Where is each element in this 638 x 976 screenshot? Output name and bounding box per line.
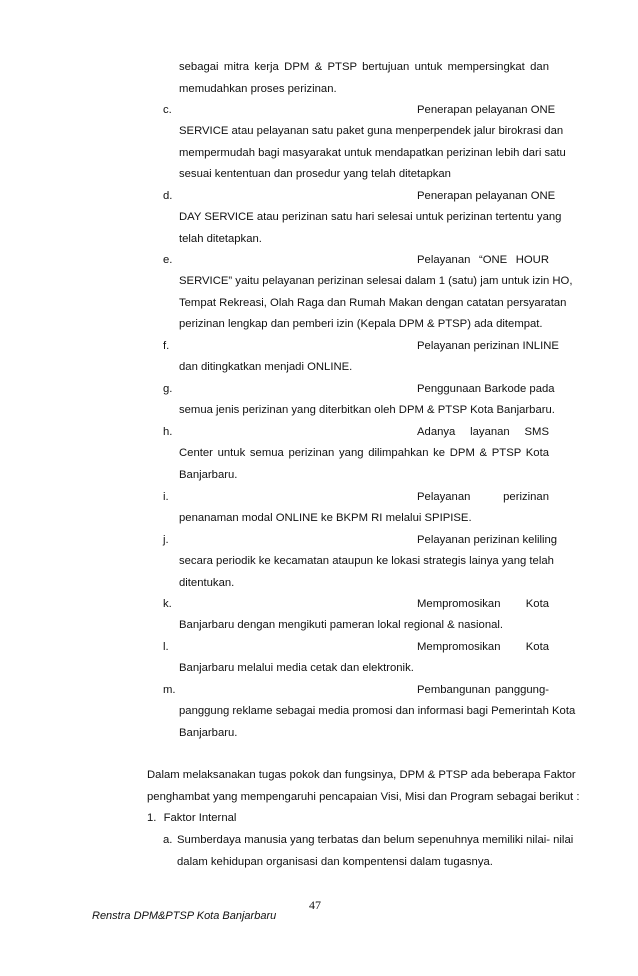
list-item-l: [163, 636, 549, 680]
item-text: [179, 400, 555, 422]
text-line: Banjarbaru dengan mengikuti pameran lokal regional & nasional.: [179, 619, 504, 631]
item-marker: g.: [163, 383, 173, 395]
item-text: [179, 121, 566, 186]
text-line: dan ditingkatkan menjadi ONLINE.: [179, 361, 353, 373]
item-lead: Pelayanan “ONE HOUR: [417, 254, 549, 266]
item-marker: e.: [163, 254, 173, 266]
text-line: Banjarbaru.: [179, 726, 238, 739]
text-line: mempermudah bagi masyarakat untuk mendapatkan perizinan lebih dari satu: [179, 146, 566, 159]
item-marker: l.: [163, 641, 169, 653]
list-item-m: [163, 679, 576, 744]
text-line: secara periodik ke kecamatan ataupun ke lokasi strategis lainya yang telah: [179, 555, 554, 567]
text-line: SERVICE atau pelayanan satu paket guna menperpendek jalur birokrasi dan: [179, 125, 564, 137]
text-line: memudahkan proses perizinan.: [179, 82, 337, 95]
text-line: sebagai mitra kerja DPM & PTSP bertujuan untuk mempersingkat dan: [179, 61, 549, 73]
factor-title: Faktor Internal: [163, 812, 237, 824]
item-text: [179, 207, 562, 250]
item-text: [179, 357, 549, 379]
item-text: [179, 551, 554, 594]
text-line: Dalam melaksanakan tugas pokok dan fungsinya, DPM & PTSP ada beberapa Faktor: [147, 769, 576, 781]
text-line: DAY SERVICE atau perizinan satu hari selesai untuk perizinan tertentu yang: [179, 211, 562, 223]
text-line: sesuai kententuan dan prosedur yang telah ditetapkan: [179, 168, 451, 180]
text-line: ditentukan.: [179, 576, 235, 589]
text-line: Tempat Rekreasi, Olah Raga dan Rumah Makan dengan catatan persyaratan: [179, 296, 567, 309]
page-number: 47: [309, 898, 321, 912]
item-text: [179, 57, 549, 100]
item-marker: i.: [163, 491, 169, 503]
item-lead: Pembangunan panggung-: [417, 684, 549, 696]
item-lead: Mempromosikan Kota: [417, 641, 549, 653]
list-item-c: [163, 99, 566, 186]
item-lead: Adanya layanan SMS: [417, 426, 549, 438]
item-text: [179, 271, 573, 336]
list-item-f: [163, 335, 559, 379]
item-text: [179, 701, 576, 744]
item-marker: c.: [163, 104, 172, 116]
item-text: [179, 615, 549, 637]
list-item-j: [163, 529, 558, 594]
item-lead: Pelayanan perizinan INLINE: [417, 340, 559, 352]
text-line: Sumberdaya manusia yang terbatas dan belum sepenuhnya memiliki nilai- nilai: [177, 834, 574, 846]
item-text: [179, 443, 549, 486]
list-item-d: [163, 185, 562, 250]
text-line: penghambat yang mempengaruhi pencapaian Visi, Misi dan Program sebagai berikut :: [147, 791, 580, 803]
factor-heading: [147, 807, 549, 829]
text-line: Banjarbaru.: [179, 468, 238, 481]
list-item-g: [163, 378, 555, 422]
item-lead: Mempromosikan Kota: [417, 598, 549, 610]
text-line: perizinan lengkap dan pemberi izin (Kepala DPM & PTSP) ada ditempat.: [179, 318, 543, 330]
list-item-h: [163, 421, 549, 486]
list-item-b-continuation: [163, 57, 549, 100]
item-text: [179, 658, 549, 680]
sub-item-a: [163, 829, 574, 873]
list-item-k: [163, 593, 549, 637]
item-marker: a.: [163, 834, 173, 846]
body-paragraph: [147, 764, 580, 808]
text-line: SERVICE” yaitu pelayanan perizinan selesai dalam 1 (satu) jam untuk izin HO,: [179, 275, 573, 287]
text-line: Banjarbaru melalui media cetak dan elektronik.: [179, 662, 414, 674]
text-line: dalam kehidupan organisasi dan kompentensi dalam tugasnya.: [177, 856, 493, 868]
item-marker: h.: [163, 426, 173, 438]
page-footer: Renstra DPM&PTSP Kota Banjarbaru: [92, 910, 277, 922]
item-marker: j.: [163, 534, 169, 546]
item-text: [179, 508, 549, 530]
item-lead: Penerapan pelayanan ONE: [417, 190, 556, 202]
text-line: Center untuk semua perizinan yang dilimpahkan ke DPM & PTSP Kota: [179, 447, 549, 459]
list-item-i: [163, 486, 549, 530]
item-marker: d.: [163, 190, 173, 202]
text-line: telah ditetapkan.: [179, 232, 262, 245]
item-marker: k.: [163, 598, 172, 610]
text-line: penanaman modal ONLINE ke BKPM RI melalui SPIPISE.: [179, 512, 472, 524]
factor-number: 1.: [147, 812, 157, 824]
item-lead: Penerapan pelayanan ONE: [417, 104, 556, 116]
text-line: panggung reklame sebagai media promosi dan informasi bagi Pemerintah Kota: [179, 705, 576, 717]
item-lead: Pelayanan perizinan keliling: [417, 534, 558, 546]
item-lead: Pelayanan perizinan: [417, 491, 549, 503]
item-marker: m.: [163, 684, 176, 696]
item-lead: Penggunaan Barkode pada: [417, 383, 555, 395]
text-line: semua jenis perizinan yang diterbitkan oleh DPM & PTSP Kota Banjarbaru.: [179, 404, 555, 416]
list-item-e: [163, 249, 573, 336]
item-marker: f.: [163, 340, 170, 352]
